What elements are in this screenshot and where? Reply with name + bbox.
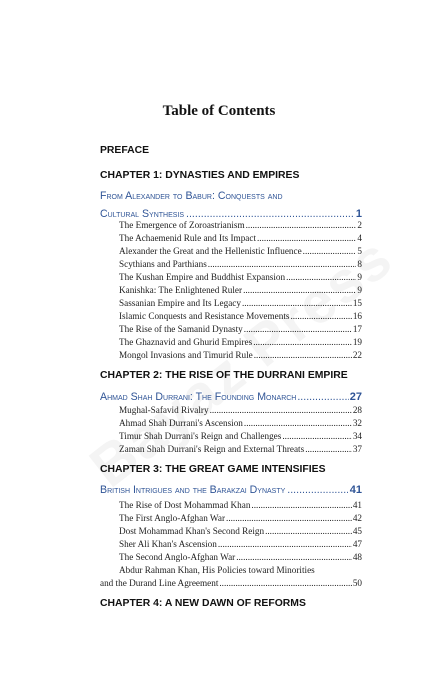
- entry-title: Mongol Invasions and Timurid Rule: [119, 350, 253, 360]
- leader-dots: [282, 431, 351, 441]
- leader-dots: [265, 526, 352, 536]
- toc-entry[interactable]: [119, 337, 362, 347]
- entry-title: Ahmad Shah Durrani's Ascension: [119, 418, 243, 428]
- chapter-2-heading[interactable]: CHAPTER 2: THE RISE OF THE DURRANI EMPIRE: [100, 370, 348, 381]
- leader-dots: [246, 220, 357, 230]
- section-page: 27: [349, 391, 362, 403]
- toc-entry[interactable]: [119, 444, 362, 454]
- section-title-line1: From Alexander to Babur: Conquests and: [100, 190, 283, 202]
- entry-page: 48: [352, 552, 362, 562]
- toc-entry[interactable]: [119, 500, 362, 510]
- entry-title: Abdur Rahman Khan, His Policies toward Minorities: [119, 565, 315, 575]
- toc-entry[interactable]: [119, 285, 362, 295]
- entry-page: 5: [357, 246, 362, 256]
- entry-page: 2: [357, 220, 362, 230]
- page-title: Table of Contents: [162, 103, 276, 119]
- leader-dots: [218, 539, 352, 549]
- leader-dots: [226, 513, 352, 523]
- leader-dots: [305, 444, 352, 454]
- toc-entry[interactable]: [119, 324, 362, 334]
- toc-entry[interactable]: [119, 259, 362, 269]
- leader-dots: [257, 233, 356, 243]
- entry-page: 22: [352, 350, 362, 360]
- toc-entry[interactable]: [119, 539, 362, 549]
- entry-title: Scythians and Parthians: [119, 259, 207, 269]
- toc-entry[interactable]: [119, 220, 362, 230]
- entry-title: Dost Mohammad Khan's Second Reign: [119, 526, 265, 536]
- entry-page: 28: [352, 405, 362, 415]
- toc-entry[interactable]: [119, 431, 362, 441]
- leader-dots: [208, 259, 357, 269]
- leader-dots: [303, 246, 357, 256]
- entry-page: 15: [352, 298, 362, 308]
- toc-entry[interactable]: [119, 350, 362, 360]
- entry-page: 42: [352, 513, 362, 523]
- entry-page: 37: [352, 444, 362, 454]
- section-page: 41: [349, 484, 362, 496]
- section-title-line1: British Intrigues and the Barakzai Dynasty: [100, 484, 286, 496]
- chapter-3-heading[interactable]: CHAPTER 3: THE GREAT GAME INTENSIFIES: [100, 464, 326, 475]
- entry-page: 50: [352, 578, 362, 588]
- toc-entry[interactable]: [119, 552, 362, 562]
- preface-heading[interactable]: PREFACE: [100, 145, 150, 156]
- leader-dots: [210, 405, 352, 415]
- leader-dots: [254, 350, 352, 360]
- toc-entry[interactable]: [119, 405, 362, 415]
- entry-title: Timur Shah Durrani's Reign and Challenges: [119, 431, 282, 441]
- leader-dots: [236, 552, 352, 562]
- entry-title: The Rise of Dost Mohammad Khan: [119, 500, 251, 510]
- entry-page: 32: [352, 418, 362, 428]
- entry-title: The Achaemenid Rule and Its Impact: [119, 233, 256, 243]
- toc-entry-line2[interactable]: [100, 578, 362, 588]
- leader-dots: [251, 500, 351, 510]
- section-title-line1: Ahmad Shah Durrani: The Founding Monarch: [100, 391, 297, 403]
- entry-title: Kanishka: The Enlightened Ruler: [119, 285, 243, 295]
- entry-page: 4: [357, 233, 362, 243]
- chapter-3-section[interactable]: [100, 481, 362, 499]
- leader-dots: [242, 298, 352, 308]
- entry-title-cont: and the Durand Line Agreement: [100, 578, 219, 588]
- entry-title: The Kushan Empire and Buddhist Expansion: [119, 272, 286, 282]
- leader-dots: [244, 418, 352, 428]
- toc-entry-line1[interactable]: [119, 565, 362, 575]
- entry-title: The Emergence of Zoroastrianism: [119, 220, 245, 230]
- entry-page: 16: [352, 311, 362, 321]
- leader-dots: [244, 324, 352, 334]
- entry-page: 41: [352, 500, 362, 510]
- entry-page: 45: [352, 526, 362, 536]
- entry-title: Alexander the Great and the Hellenistic Influence: [119, 246, 302, 256]
- toc-entry[interactable]: [119, 526, 362, 536]
- toc-entry[interactable]: [119, 298, 362, 308]
- entry-page: 19: [352, 337, 362, 347]
- leader-dots: [243, 285, 356, 295]
- entry-title: Islamic Conquests and Resistance Movements: [119, 311, 290, 321]
- entry-title: Zaman Shah Durrani's Reign and External Threats: [119, 444, 305, 454]
- entry-title: Sher Ali Khan's Ascension: [119, 539, 217, 549]
- toc-entry[interactable]: [119, 233, 362, 243]
- section-page: 1: [355, 208, 362, 220]
- chapter-1-heading[interactable]: CHAPTER 1: DYNASTIES AND EMPIRES: [100, 170, 300, 181]
- leader-dots: [297, 388, 348, 406]
- entry-page: 47: [352, 539, 362, 549]
- section-line-1: [100, 187, 362, 205]
- chapter-1-section[interactable]: [100, 187, 362, 223]
- toc-entry[interactable]: [119, 246, 362, 256]
- section-line-1: [100, 481, 362, 499]
- leader-dots: [287, 481, 347, 499]
- toc-entry[interactable]: [119, 272, 362, 282]
- chapter-4-heading[interactable]: CHAPTER 4: A NEW DAWN OF REFORMS: [100, 598, 306, 609]
- entry-title: The Ghaznavid and Ghurid Empires: [119, 337, 253, 347]
- entry-page: 34: [352, 431, 362, 441]
- section-title-line2: Cultural Synthesis: [100, 208, 185, 220]
- toc-entry[interactable]: [119, 418, 362, 428]
- entry-page: 17: [352, 324, 362, 334]
- toc-entry[interactable]: [119, 311, 362, 321]
- entry-title: The Rise of the Samanid Dynasty: [119, 324, 243, 334]
- leader-dots: [290, 311, 351, 321]
- leader-dots: [219, 578, 351, 588]
- entry-title: Sassanian Empire and Its Legacy: [119, 298, 241, 308]
- entry-page: 9: [357, 285, 362, 295]
- section-line-1: [100, 388, 362, 406]
- leader-dots: [286, 272, 356, 282]
- leader-dots: [253, 337, 352, 347]
- entry-page: 9: [357, 272, 362, 282]
- chapter-2-section[interactable]: [100, 388, 362, 406]
- entry-title: The First Anglo-Afghan War: [119, 513, 226, 523]
- toc-entry[interactable]: [119, 513, 362, 523]
- entry-page: 8: [357, 259, 362, 269]
- entry-title: The Second Anglo-Afghan War: [119, 552, 236, 562]
- entry-title: Mughal-Safavid Rivalry: [119, 405, 209, 415]
